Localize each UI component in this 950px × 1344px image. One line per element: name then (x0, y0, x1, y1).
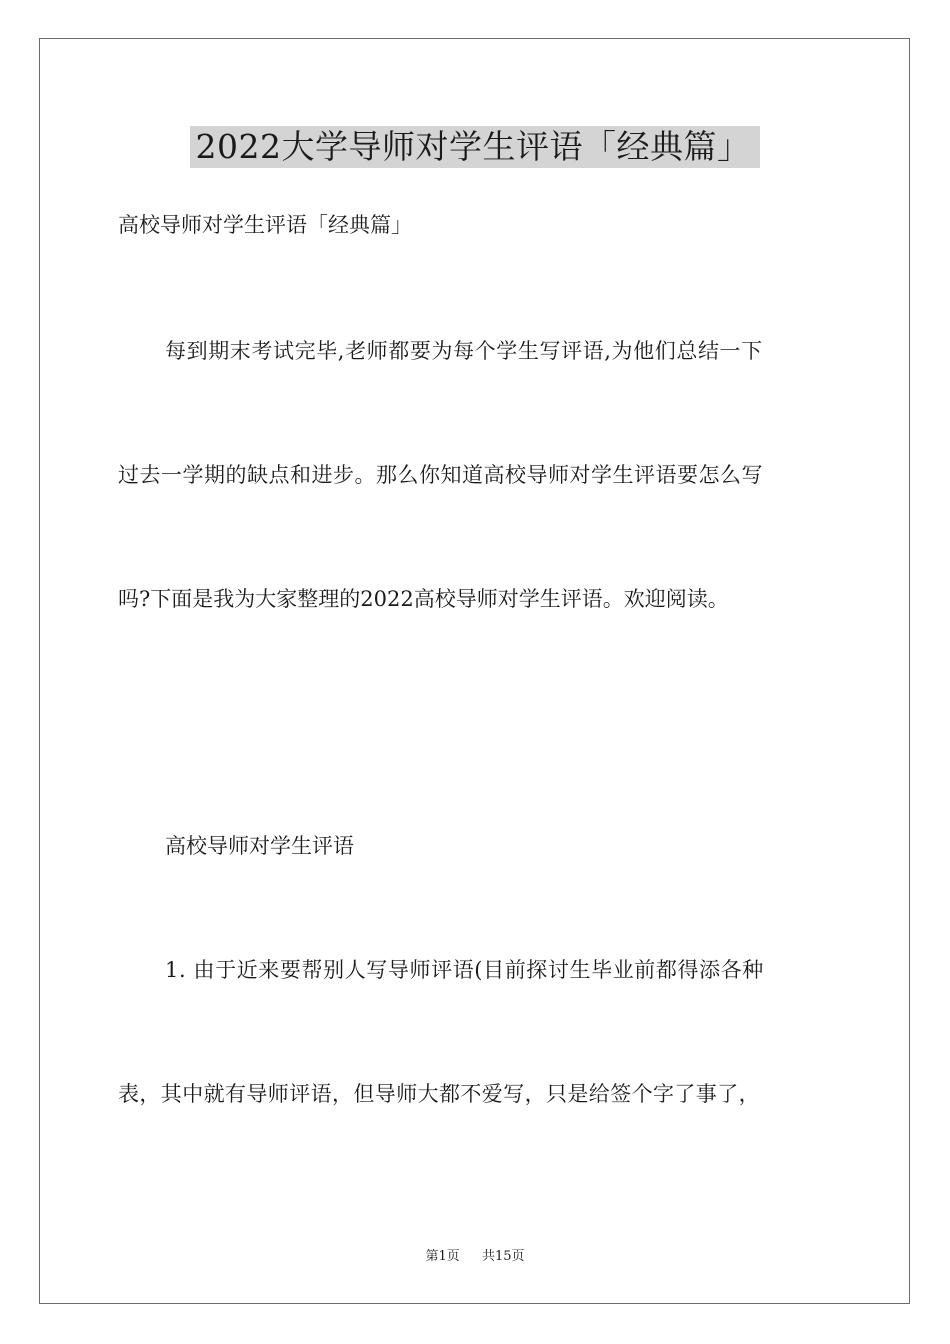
document-subtitle: 高校导师对学生评语「经典篇」 (118, 213, 412, 237)
page-total: 共15页 (482, 1249, 525, 1264)
paragraph-line-2: 过去一学期的缺点和进步。那么你知道高校导师对学生评语要怎么写 (118, 463, 763, 487)
paragraph-line-5: 表，其中就有导师评语，但导师大都不爱写，只是给签个字了事了， (118, 1082, 760, 1106)
document-title: 2022大学导师对学生评语「经典篇」 (190, 126, 761, 168)
title-container (0, 126, 950, 168)
paragraph-line-1: 每到期末考试完毕,老师都要为每个学生写评语,为他们总结一下 (165, 339, 763, 363)
paragraph-line-4: 1. 由于近来要帮别人写导师评语(目前探讨生毕业前都得添各种 (165, 958, 764, 982)
section-heading: 高校导师对学生评语 (165, 834, 354, 858)
page-footer (0, 1248, 950, 1266)
page-number: 第1页 (425, 1249, 460, 1264)
paragraph-line-3: 吗?下面是我为大家整理的2022高校导师对学生评语。欢迎阅读。 (118, 587, 729, 611)
